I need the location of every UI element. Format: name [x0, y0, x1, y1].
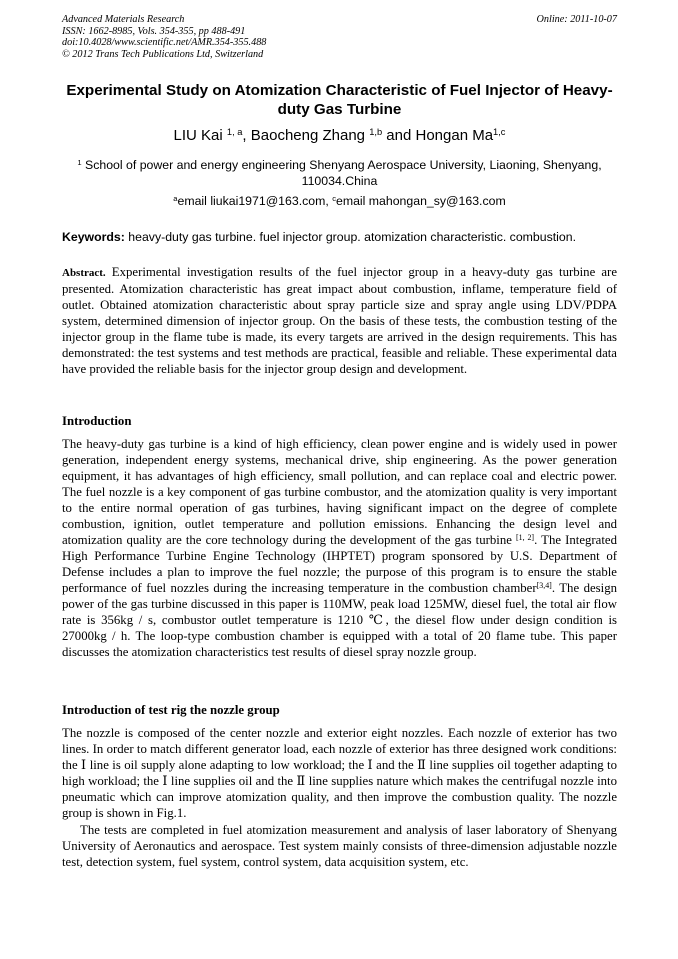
email-a: email liukai1971@163.com, [177, 194, 333, 208]
email-c-marker: c [332, 193, 336, 203]
author-3-affil-marker: 1,c [493, 126, 506, 137]
keywords [62, 230, 617, 244]
email-a-marker: a [173, 193, 178, 203]
affiliation-marker: 1 [77, 157, 82, 167]
author-baocheng-zhang: , Baocheng Zhang [242, 127, 370, 144]
abstract [62, 264, 617, 377]
keywords-label: Keywords: [62, 230, 125, 244]
keywords-text: heavy-duty gas turbine. fuel injector group. atomization characteristic. combustion. [124, 230, 576, 244]
doi-line: doi:10.4028/www.scientific.net/AMR.354-355.488 [62, 37, 267, 49]
issn-line: ISSN: 1662-8985, Vols. 354-355, pp 488-491 [62, 25, 246, 37]
author-list [62, 127, 617, 144]
citation-1-2: [1, 2] [516, 532, 535, 542]
intro-text-1: The heavy-duty gas turbine is a kind of high efficiency, clean power engine and is widely used in power generation, independent energy systems, mechanical drive, ship engineering. As the power generation equipment, it has advantages of high efficiency, small pollution, and can replace coal and electric power. The fuel nozzle is a key component of gas turbine combustor, and the atomization quality is very important to the entire normal operation of gas turbines, having significant impact on the degree of complete combustion, ignition, outlet temperature and pollution emissions. Enhancing the design level and atomization quality are the core technology during the development of the gas turbine [62, 437, 617, 547]
section-heading-introduction: Introduction [62, 414, 132, 428]
citation-3-4: [3,4] [536, 580, 552, 590]
copyright-line: © 2012 Trans Tech Publications Ltd, Switzerland [62, 48, 264, 60]
abstract-label: Abstract. [62, 267, 106, 279]
test-rig-paragraph-2: The tests are completed in fuel atomization measurement and analysis of laser laboratory of Shenyang University of Aeronautics and aerospace. Test system mainly consists of three-dimension adjustable nozzle test, detection system, fuel system, control system, data acquisition system, etc. [62, 823, 617, 869]
author-emails [62, 194, 617, 208]
abstract-text: Experimental investigation results of the fuel injector group in a heavy-duty gas turbine are presented. Atomization characteristic has great impact about combustion, inflame, temperature field of outlet. Obtained atomization characteristic about spray particle size and spray angle using LDV/PDPA system, determined dimension of injector group. On the basis of these tests, the combustion testing of the injector group in the flame tube is made, its every targets are arrived in the design requirements. This has demonstrated: the test systems and test methods are practical, feasible and reliable. These experimental data have provided the reliable basis for the injector group design and development. [62, 265, 617, 376]
journal-header [62, 14, 617, 60]
test-rig-paragraph-1: The nozzle is composed of the center nozzle and exterior eight nozzles. Each nozzle of exterior has two lines. In order to match different generator load, each nozzle of exterior has three designed work conditions: the Ⅰ line is oil supply alone adapting to low workload; the Ⅰ and the Ⅱ line supplies oil together adapting to high workload; the Ⅰ line supplies oil and the Ⅱ line supplies nature which makes the centrifugal nozzle into pneumatic which can improve atomization quality, and then improve the combustion quality. The nozzle group is shown in Fig.1. [62, 726, 617, 820]
section-heading-test-rig: Introduction of test rig the nozzle group [62, 703, 280, 717]
online-date: Online: 2011-10-07 [536, 14, 617, 25]
author-hongan-ma: and Hongan Ma [382, 127, 494, 144]
intro-text-2: . The Integrated High Performance Turbine Engine Technology (IHPTET) program sponsored by U.S. Department of Defense includes a plan to improve the fuel nozzle; the purpose of this program is to ensure the stable performance of fuel nozzles during the increasing temperature in the combustion chamber [62, 533, 617, 595]
paper-title: Experimental Study on Atomization Characteristic of Fuel Injector of Heavy-duty Gas Turbine [66, 82, 613, 118]
affiliation-text: School of power and energy engineering Shenyang Aerospace University, Liaoning, Shenyang, 110034.China [81, 158, 602, 188]
author-liu-kai: LIU Kai [173, 127, 227, 144]
introduction-paragraph [62, 436, 617, 660]
email-c: email mahongan_sy@163.com [336, 194, 506, 208]
author-1-affil-marker: 1, a [226, 126, 243, 137]
author-2-affil-marker: 1,b [369, 126, 383, 137]
journal-name: Advanced Materials Research [62, 14, 185, 25]
affiliation [62, 157, 617, 189]
intro-text-3: . The design power of the gas turbine discussed in this paper is 110MW, peak load 125MW, diesel fuel, the total air flow rate is 356kg / s, combustor outlet temperature is 1210 ℃, the diesel flow under design condition is 27000kg / h. The loop-type combustion chamber is equipped with a total of 20 flame tube. This paper discusses the atomization characteristics test results of diesel spray nozzle group. [62, 581, 617, 659]
